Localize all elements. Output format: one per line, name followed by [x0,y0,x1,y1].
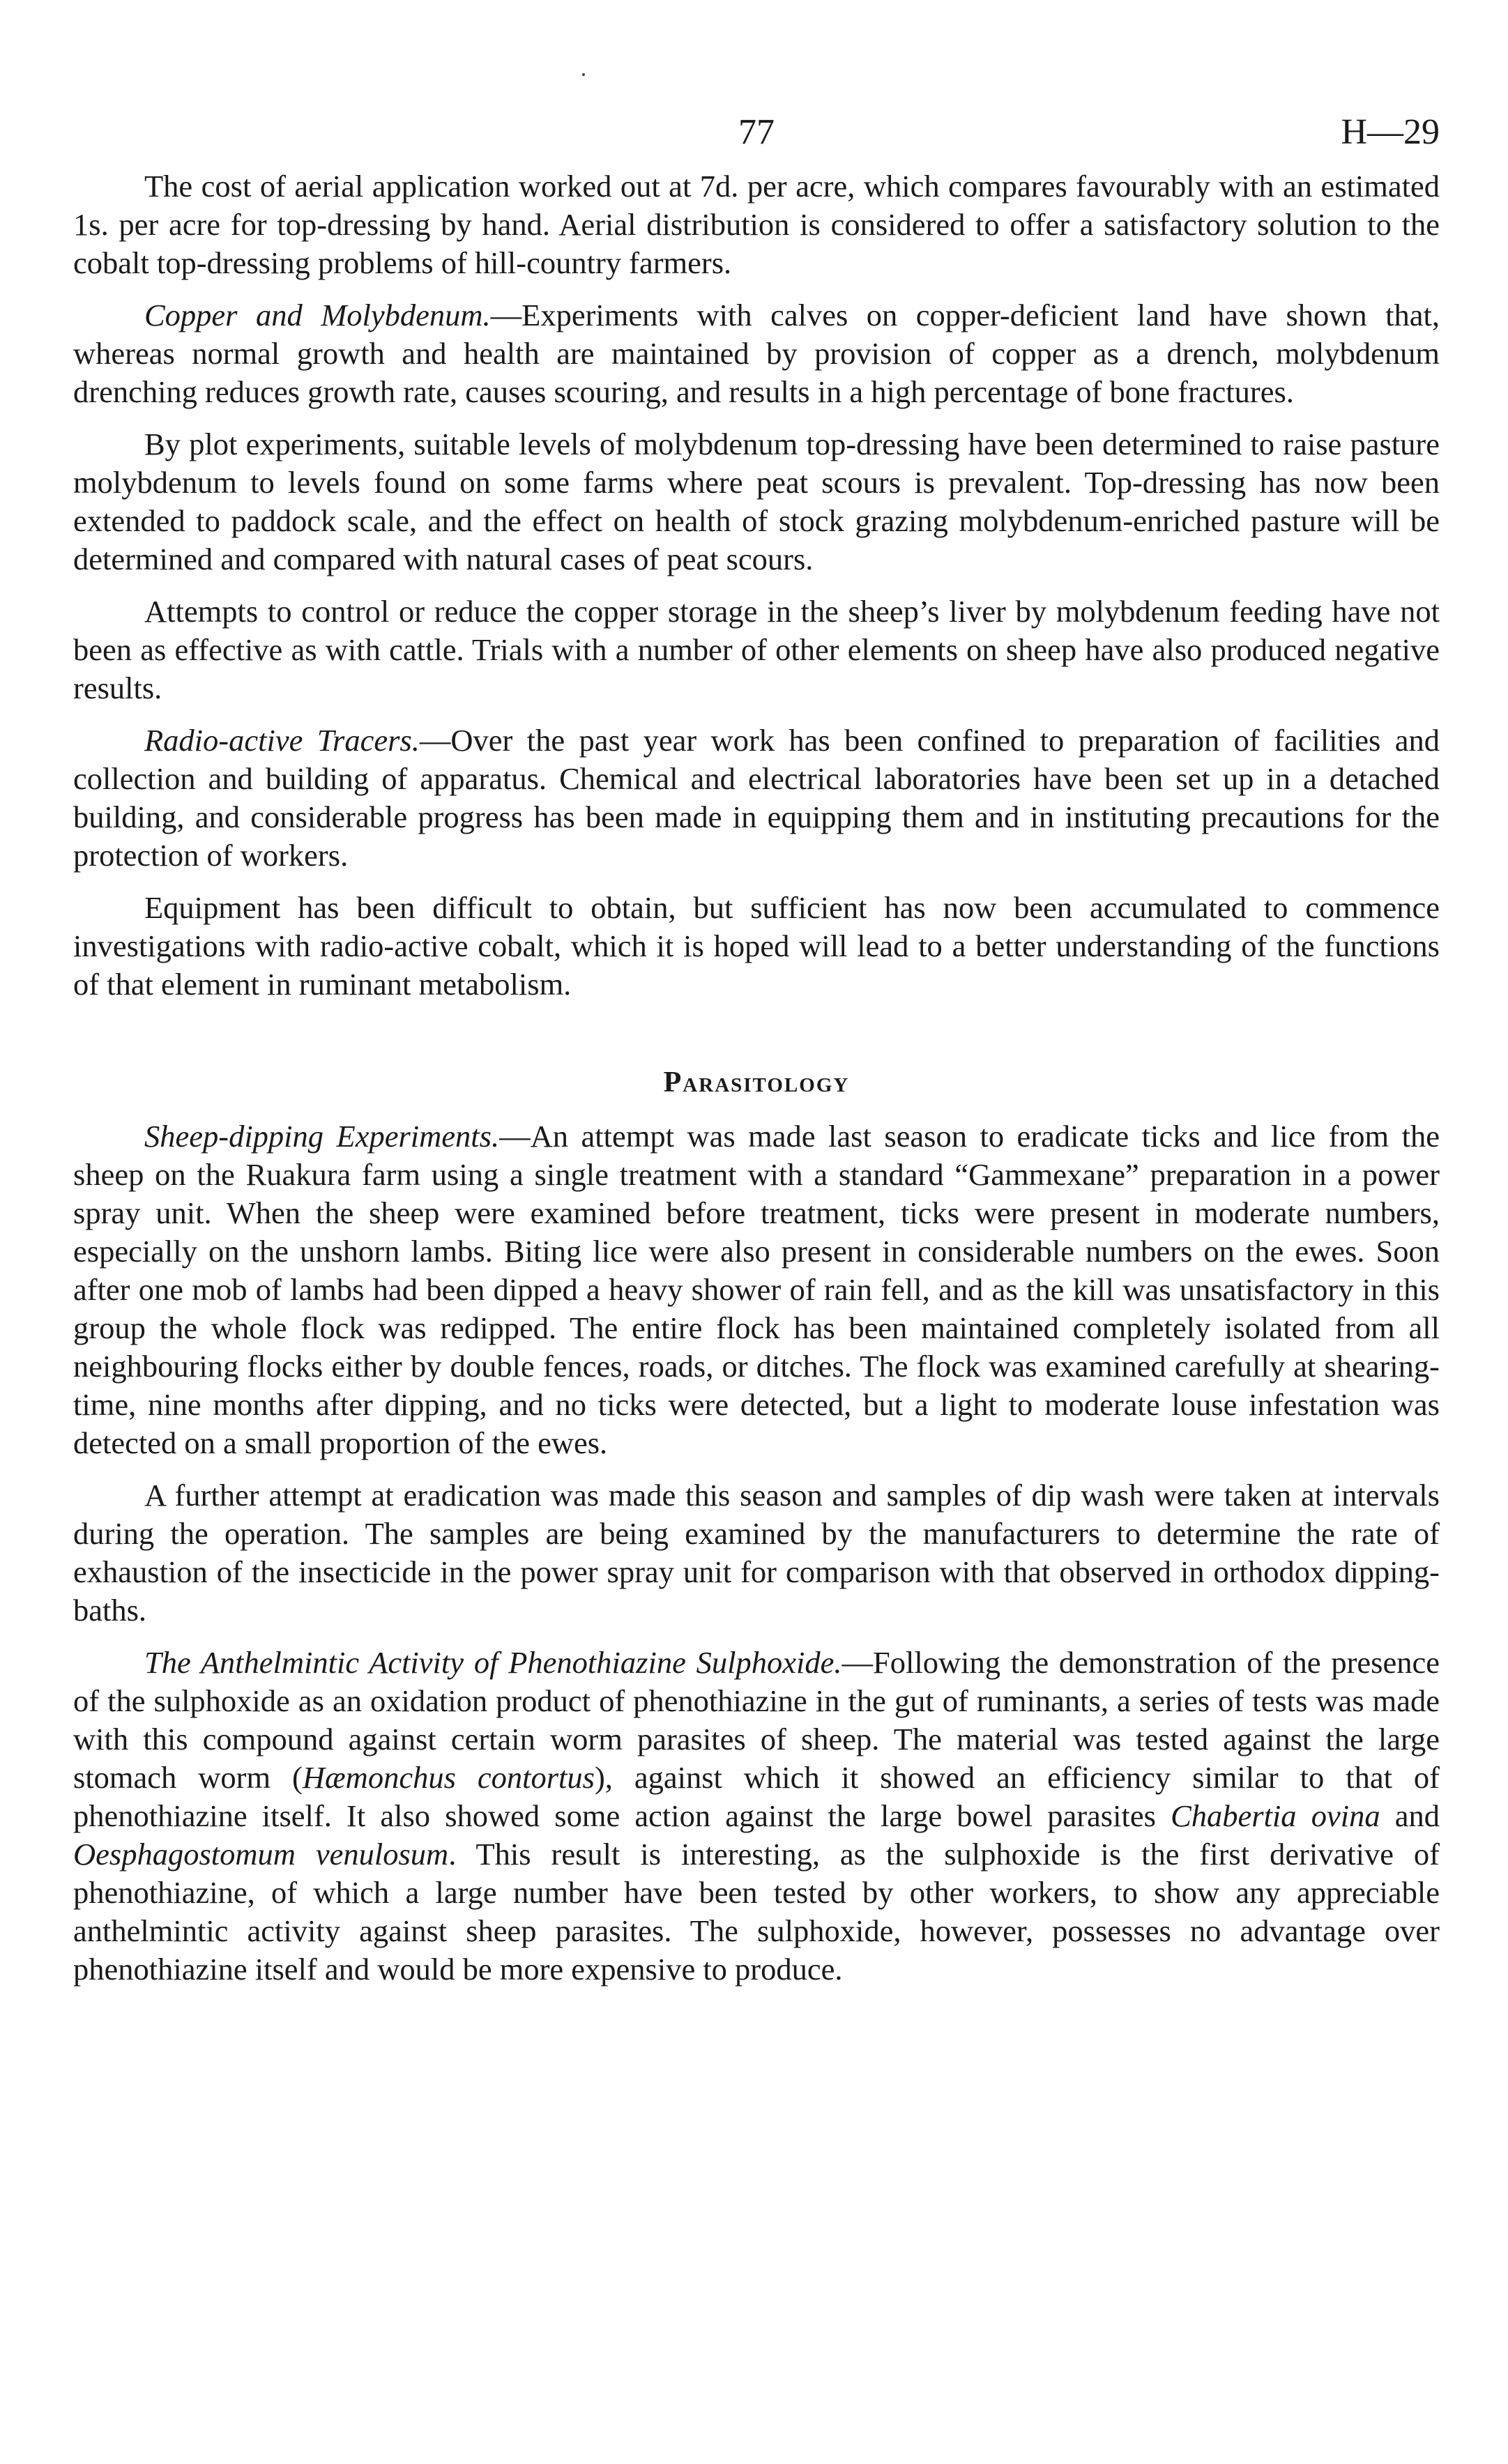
paragraph-title: The Anthelmintic Activity of Phenothiazine Sulphoxide. [144,1645,842,1680]
paragraph-copper-storage: Attempts to control or reduce the copper storage in the sheep’s liver by molybdenum feeding have not been as effective as with cattle. Trials with a number of other elements on sheep have also produced negative results. [73,594,1440,705]
species-name: Hæmonchus contortus [302,1760,595,1795]
paragraph-text: ), against which it showed an efficiency similar to that of phenothiazine itself. It also showed some action against the large bowel parasites [73,1760,1440,1833]
paragraph-text: —Experiments with calves on copper-deficient land have shown that, whereas normal growth and health are maintained by provision of copper as a drench, molybdenum drenching reduces growth rate, causes scouring, and results in a high percentage of bone fractures. [73,298,1440,409]
paragraph-radio-active-tracers [73,721,1440,875]
paragraph-further-eradication: A further attempt at eradication was made this season and samples of dip wash were taken at intervals during the operation. The samples are being examined by the manufacturers to determine the rate of exhaustion of the insecticide in the power spray unit for comparison with that observed in orthodox dipping-baths. [73,1478,1440,1628]
paragraph-aerial-cost: The cost of aerial application worked out at 7d. per acre, which compares favourably with an estimated 1s. per acre for top-dressing by hand. Aerial distribution is considered to offer a satisfactory solution to the cobalt top-dressing problems of hill-country farmers. [73,169,1440,280]
document-page [73,112,1440,2433]
section-heading-parasitology: Parasitology [663,1066,850,1099]
paragraph-text: —An attempt was made last season to eradicate ticks and lice from the sheep on the Ruakura farm using a single treatment with a standard “Gammexane” preparation in a power spray unit. When the sheep were examined before treatment, ticks were present in moderate numbers, especially on the unshorn lambs. Biting lice were also present in considerable numbers on the ewes. Soon after one mob of lambs had been dipped a heavy shower of rain fell, and as the kill was unsatisfactory in this group the whole flock was redipped. The entire flock has been maintained completely isolated from all neighbouring flocks either by double fences, roads, or ditches. The flock was examined carefully at shearing-time, nine months after dipping, and no ticks were detected, but a light to moderate louse infestation was detected on a small proportion of the ewes. [73,1119,1440,1460]
page-number: 77 [738,112,775,152]
paragraph-equipment: Equipment has been difficult to obtain, but sufficient has now been accumulated to commence investigations with radio-active cobalt, which it is hoped will lead to a better understanding of the functions of that element in ruminant metabolism. [73,890,1440,1002]
paragraph-text: —Following the demonstration of the presence of the sulphoxide as an oxidation product of phenothiazine in the gut of ruminants, a series of tests was made with this compound against certain worm parasites of sheep. The material was tested against the large stomach worm ( [73,1645,1440,1795]
paragraph-anthelmintic-activity [73,1644,1440,1989]
paragraph-copper-molybdenum [73,296,1440,411]
paragraph-text: . This result is interesting, as the sulphoxide is the first derivative of phenothiazine, of which a large number have been tested by other workers, to show any appreciable anthelmintic activity against sheep parasites. The sulphoxide, however, possesses no advantage over phenothiazine itself and would be more expensive to produce. [73,1837,1440,1987]
paragraph-plot-experiments: By plot experiments, suitable levels of molybdenum top-dressing have been determined to raise pasture molybdenum to levels found on some farms where peat scours is prevalent. Top-dressing has now been extended to paddock scale, and the effect on health of stock grazing molybdenum-enriched pasture will be determined and compared with natural cases of peat scours. [73,427,1440,576]
species-name: Oesphagostomum venulosum [73,1837,449,1872]
paragraph-text: —Over the past year work has been confined to preparation of facilities and collection and building of apparatus. Chemical and electrical laboratories have been set up in a detached building, and considerable progress has been made in equipping them and in instituting precautions for the protection of workers. [73,723,1440,873]
paragraph-text: and [1380,1798,1440,1833]
paragraph-title: Radio-active Tracers. [144,723,420,758]
page-header [73,112,1440,167]
species-name: Chabertia ovina [1171,1798,1380,1833]
report-code: H—29 [1341,112,1440,152]
paragraph-sheep-dipping [73,1117,1440,1462]
paragraph-title: Copper and Molybdenum. [144,298,491,332]
scan-dot [582,73,585,76]
paragraph-title: Sheep-dipping Experiments. [144,1119,500,1154]
section-spacer [73,1018,1440,1064]
